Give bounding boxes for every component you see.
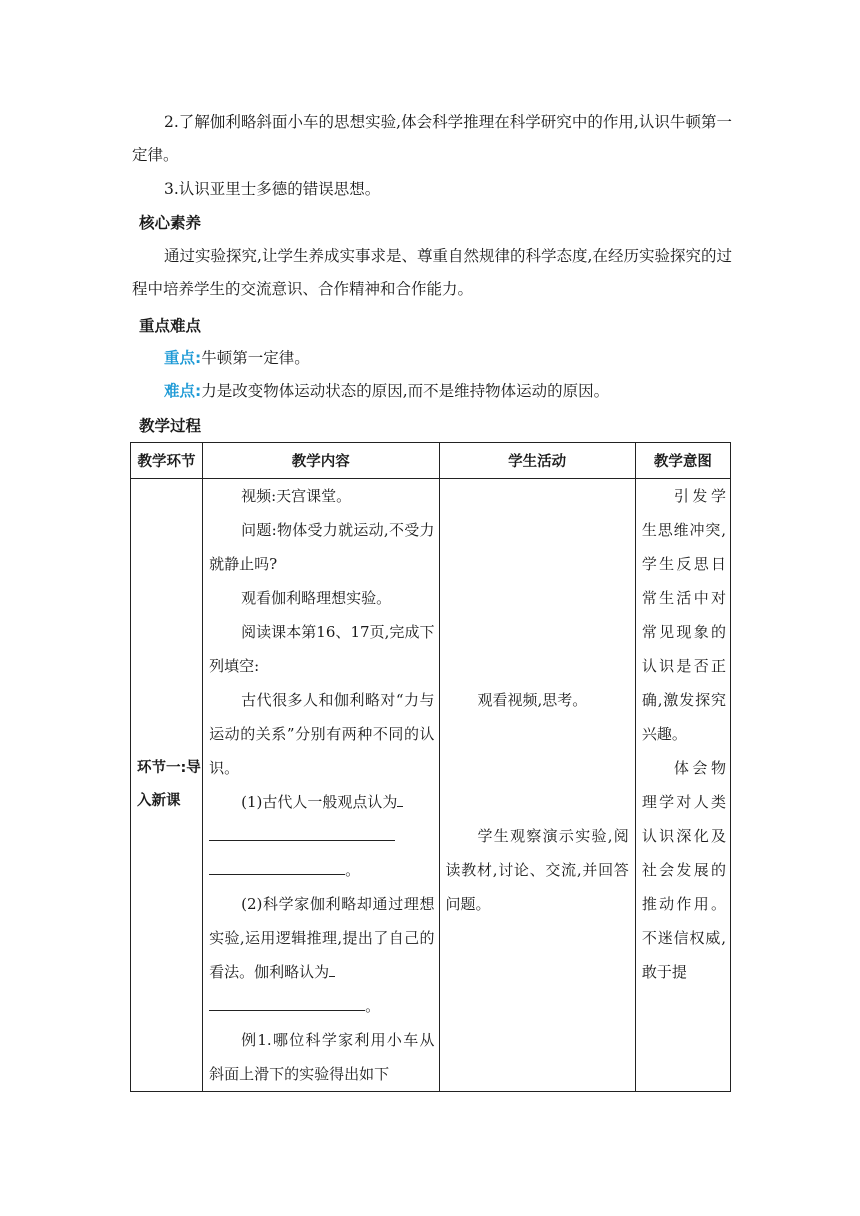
key-difficulty-heading: 重点难点	[139, 317, 202, 335]
column-header: 教学环节	[131, 443, 203, 479]
table-row	[131, 479, 731, 1092]
activity-cell	[439, 479, 635, 1092]
content-line	[209, 819, 434, 853]
activity-line: 观看视频,思考。	[477, 691, 588, 709]
content-line	[209, 785, 434, 819]
fill-blank	[209, 820, 395, 841]
content-text: 。	[345, 861, 361, 879]
key-point-line	[132, 342, 732, 375]
table-header-row	[131, 443, 731, 479]
objective-3: 3.认识亚里士多德的错误思想。	[164, 180, 381, 198]
content-line	[209, 853, 434, 887]
difficulty-text: 力是改变物体运动状态的原因,而不是维持物体运动的原因。	[201, 382, 610, 400]
content-line: 观看伽利略理想实验。	[241, 589, 392, 607]
content-line	[209, 887, 434, 989]
content-text: (2)科学家伽利略却通过理想实验,运用逻辑推理,提出了自己的看法。伽利略认为	[209, 895, 435, 981]
content-cell	[203, 479, 439, 1092]
fill-blank	[329, 956, 335, 977]
column-header: 教学内容	[203, 443, 439, 479]
difficulty-line	[132, 375, 732, 408]
column-header: 学生活动	[439, 443, 635, 479]
content-text: 。	[365, 997, 381, 1015]
content-line: 问题:物体受力就运动,不受力就静止吗?	[209, 521, 435, 573]
core-literacy-text: 通过实验探究,让学生养成实事求是、尊重自然规律的科学态度,在经历实验探究的过程中培养学生的交流意识、合作精神和合作能力。	[132, 247, 732, 298]
key-point-text: 牛顿第一定律。	[201, 349, 310, 367]
column-header: 教学意图	[635, 443, 730, 479]
content-line	[209, 989, 434, 1023]
fill-blank	[209, 854, 345, 875]
intent-line: 引发学生思维冲突,学生反思日常生活中对常见现象的认识是否正确,激发探究兴趣。	[641, 487, 726, 743]
content-line: 古代很多人和伽利略对“力与运动的关系”分别有两种不同的认识。	[209, 691, 435, 777]
content-line: 阅读课本第16、17页,完成下列填空:	[209, 623, 435, 675]
content-line: 例1.哪位科学家利用小车从斜面上滑下的实验得出如下	[209, 1031, 435, 1083]
fill-blank	[209, 990, 365, 1011]
activity-line: 学生观察演示实验,阅读教材,讨论、交流,并回答问题。	[445, 827, 629, 913]
content-text: (1)古代人一般观点认为	[241, 793, 398, 811]
process-heading: 教学过程	[139, 417, 202, 435]
difficulty-label: 难点:	[164, 382, 202, 400]
process-table	[130, 442, 731, 1092]
core-literacy-heading: 核心素养	[139, 214, 202, 232]
key-point-label: 重点:	[164, 349, 202, 367]
content-line: 视频:天宫课堂。	[241, 487, 352, 505]
stage-cell	[131, 479, 203, 1092]
stage-label: 环节一:导入新课	[137, 760, 201, 809]
objective-2: 2.了解伽利略斜面小车的思想实验,体会科学推理在科学研究中的作用,认识牛顿第一定律。	[132, 113, 732, 164]
intent-line: 体会物理学对人类认识深化及社会发展的推动作用。不迷信权威,敢于提	[641, 759, 726, 981]
fill-blank	[397, 786, 403, 807]
intent-cell	[635, 479, 730, 1092]
